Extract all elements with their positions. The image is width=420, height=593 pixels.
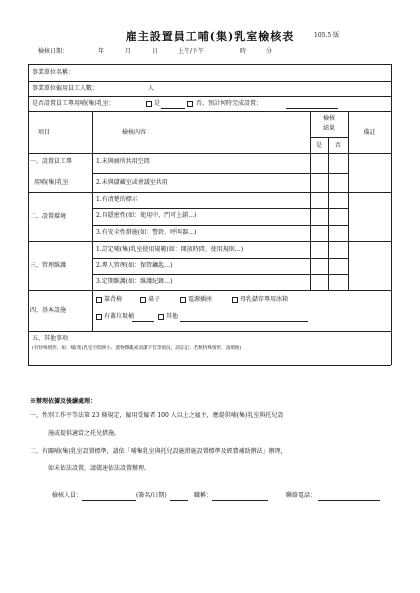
phone-field[interactable] <box>318 500 380 501</box>
sign-date-label: (簽名/日期) <box>136 492 167 499</box>
minute-label: 分 <box>266 48 273 55</box>
employee-count-label: 事業單位僱用員工人數： <box>32 85 99 92</box>
equip-chair-checkbox[interactable] <box>96 297 102 303</box>
followup-item-2-cont: 如未依法設置，請儘速依法設置辦理。 <box>48 465 151 472</box>
col-divider-result <box>348 111 349 290</box>
group-4-label: 四、基本設施 <box>30 307 67 314</box>
equip-trash-label: 有蓋垃圾桶 <box>104 313 135 320</box>
check-item-2-3: 3.有安全性措施(如：警鈴、呼叫器…) <box>96 229 197 236</box>
lactation-room-label: 是否設置員工專用哺(集)乳室： <box>32 100 115 107</box>
other-note: (有特殊情形，如：哺(集)乳室空間狹小、置物雜亂或清潔不佳等情況，請註記；若無特殊情形，請填無) <box>32 346 242 351</box>
other-title: 五、其他事項 <box>32 335 69 342</box>
header-content: 檢核內容 <box>122 129 147 136</box>
completion-date-field[interactable] <box>286 108 338 109</box>
title-label: 職稱： <box>194 492 213 499</box>
header-no: 否 <box>334 142 341 149</box>
outer-border-right <box>391 64 392 365</box>
lactation-room-no-label: 否，預計何時完成設置： <box>196 100 263 107</box>
check-item-3-3: 3.定期維護(如：維護紀錄…) <box>96 278 173 285</box>
check-item-2-1: 1.有清楚的標示 <box>96 196 138 203</box>
month-label: 月 <box>125 48 132 55</box>
header-item: 項目 <box>38 129 51 136</box>
check-item-2-2: 2.具隱密性(如：使用中，門可上鎖…) <box>96 212 197 219</box>
lactation-room-yes-label: 是 <box>154 100 161 107</box>
employee-count-unit: 人 <box>148 85 155 92</box>
row-divider <box>92 258 348 259</box>
row-divider <box>92 208 348 209</box>
row-divider <box>92 225 348 226</box>
header-result: 檢核 <box>322 115 335 122</box>
year-label: 年 <box>98 48 105 55</box>
inspector-field[interactable] <box>82 500 136 501</box>
hour-label: 時 <box>240 48 247 55</box>
title-field[interactable] <box>212 500 268 501</box>
unit-name-label: 事業單位名稱： <box>32 69 75 76</box>
group-2-label: 二、設置環境 <box>30 213 67 220</box>
row-divider <box>28 241 391 242</box>
equip-chair-label: 靠背椅 <box>104 296 123 303</box>
result-subheader-divider <box>310 137 348 138</box>
equip-fridge-checkbox[interactable] <box>232 297 238 303</box>
yes-underline <box>161 108 185 109</box>
header-note: 備註 <box>363 129 376 136</box>
outer-border-bottom <box>28 365 391 366</box>
row-divider <box>28 331 391 332</box>
page-title: 雇主設置員工哺(集)乳室檢核表 <box>125 30 295 43</box>
form-version: 105.5 版 <box>314 32 340 39</box>
group-1-label-2: 用哺(集)乳室 <box>34 179 69 186</box>
lactation-room-no-checkbox[interactable] <box>187 101 193 107</box>
row-divider <box>28 96 391 97</box>
ampm-label: 上午/下午 <box>178 48 205 55</box>
row-divider <box>28 81 391 82</box>
outer-border-left <box>28 64 29 365</box>
equip-other-field[interactable] <box>180 321 308 322</box>
followup-item-2: 二、有關哺(集)乳室設置標準，請依「哺集乳室與托兒設施措施設置標準及經費補助辦法」辦理， <box>30 448 287 455</box>
check-item-1-2: 2.未與儲藏室或會議室共用 <box>96 179 168 186</box>
header-yes: 是 <box>315 142 322 149</box>
followup-item-1-cont: 施或提供適當之托兒措施。 <box>48 430 121 437</box>
equip-table-label: 桌子 <box>148 296 161 303</box>
inspector-label: 檢核人員： <box>52 492 83 499</box>
phone-label: 聯絡電話： <box>286 492 317 499</box>
row-divider <box>92 173 348 174</box>
equip-other-checkbox[interactable] <box>158 314 164 320</box>
col-divider-yes-no <box>328 137 329 290</box>
lactation-room-yes-checkbox[interactable] <box>146 101 152 107</box>
followup-title: ※辦理依據及後續處理： <box>30 398 97 405</box>
equip-outlet-checkbox[interactable] <box>180 297 186 303</box>
equip-outlet-label: 電源插座 <box>188 296 213 303</box>
equip-table-checkbox[interactable] <box>140 297 146 303</box>
trash-underline <box>132 321 154 322</box>
followup-item-1: 一、性別工作平等法第 23 條規定，僱用受僱者 100 人以上之雇主，應提供哺(集)乳室與托兒設 <box>30 412 284 419</box>
date-label: 檢核日期： <box>38 48 69 55</box>
sign-date-field[interactable] <box>170 500 188 501</box>
col-divider-item <box>92 111 93 331</box>
day-label: 日 <box>152 48 159 55</box>
group-1-label: 一、設置員工專 <box>30 158 73 165</box>
row-divider <box>28 111 391 112</box>
row-divider <box>28 192 391 193</box>
equip-fridge-label: 母乳儲存專用冰箱 <box>240 296 289 303</box>
row-divider <box>92 274 348 275</box>
header-result-2: 結果 <box>322 125 335 132</box>
check-item-3-1: 1.訂定哺(集)乳室使用規範(如：開放時間、使用規則…) <box>96 246 244 253</box>
outer-border-top <box>28 64 391 65</box>
check-item-1-1: 1.未與廁所共用空間 <box>96 158 150 165</box>
equip-other-label: 其他 <box>166 313 179 320</box>
equip-trash-checkbox[interactable] <box>96 314 102 320</box>
row-divider <box>28 153 391 154</box>
group-3-label: 三、管理維護 <box>30 262 67 269</box>
check-item-3-2: 2.專人管理(如：保管鑰匙…) <box>96 262 173 269</box>
row-divider <box>28 290 391 291</box>
